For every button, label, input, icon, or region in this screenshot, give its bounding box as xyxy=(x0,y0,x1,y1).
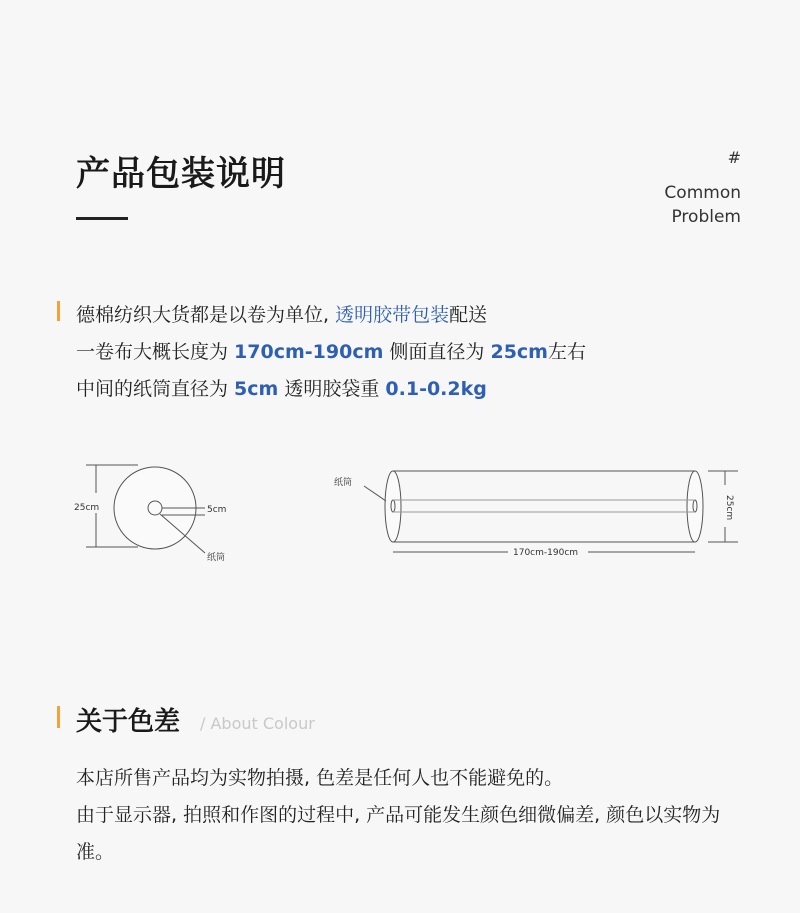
about-colour-subtitle: / About Colour xyxy=(200,714,315,733)
packaging-line-3: 中间的纸筒直径为 5cm 透明胶袋重 0.1-0.2kg xyxy=(76,378,487,400)
page-title: 产品包装说明 xyxy=(76,154,286,194)
side-tube-label: 纸筒 xyxy=(207,553,226,563)
common-text: Common xyxy=(664,183,741,203)
roll-diagram xyxy=(70,455,750,575)
hash-mark: # xyxy=(727,148,741,167)
accent-bar xyxy=(57,301,60,321)
highlight-length: 170cm-190cm xyxy=(234,341,384,363)
highlight-weight: 0.1-0.2kg xyxy=(385,378,487,400)
packaging-description xyxy=(76,297,586,408)
about-line-1: 本店所售产品均为实物拍摄, 色差是任何人也不能避免的。 xyxy=(76,767,564,789)
accent-bar-about xyxy=(57,706,60,728)
highlight-diameter: 25cm xyxy=(490,341,548,363)
roll-length-label: 170cm-190cm xyxy=(513,548,579,558)
about-line-2: 由于显示器, 拍照和作图的过程中, 产品可能发生颜色细微偏差, 颜色以实物为准。 xyxy=(76,804,721,863)
packaging-line-2: 一卷布大概长度为 170cm-190cm 侧面直径为 25cm左右 xyxy=(76,341,586,363)
roll-side-view xyxy=(86,465,205,553)
highlight-tape-packaging: 透明胶带包装 xyxy=(335,304,450,326)
title-underline xyxy=(76,217,128,220)
about-colour-title: 关于色差 xyxy=(76,707,181,737)
roll-diameter-label: 25cm xyxy=(724,495,734,521)
packaging-line-1: 德棉纺织大货都是以卷为单位, 透明胶带包装配送 xyxy=(76,304,488,326)
side-diameter-label: 25cm xyxy=(74,503,100,513)
roll-tube-label: 纸筒 xyxy=(334,478,353,488)
about-colour-paragraph xyxy=(76,760,746,871)
roll-long-view xyxy=(364,471,738,552)
highlight-core-diameter: 5cm xyxy=(234,378,279,400)
core-diameter-label: 5cm xyxy=(207,505,227,515)
problem-text: Problem xyxy=(671,207,741,227)
common-problem-label xyxy=(664,181,741,229)
